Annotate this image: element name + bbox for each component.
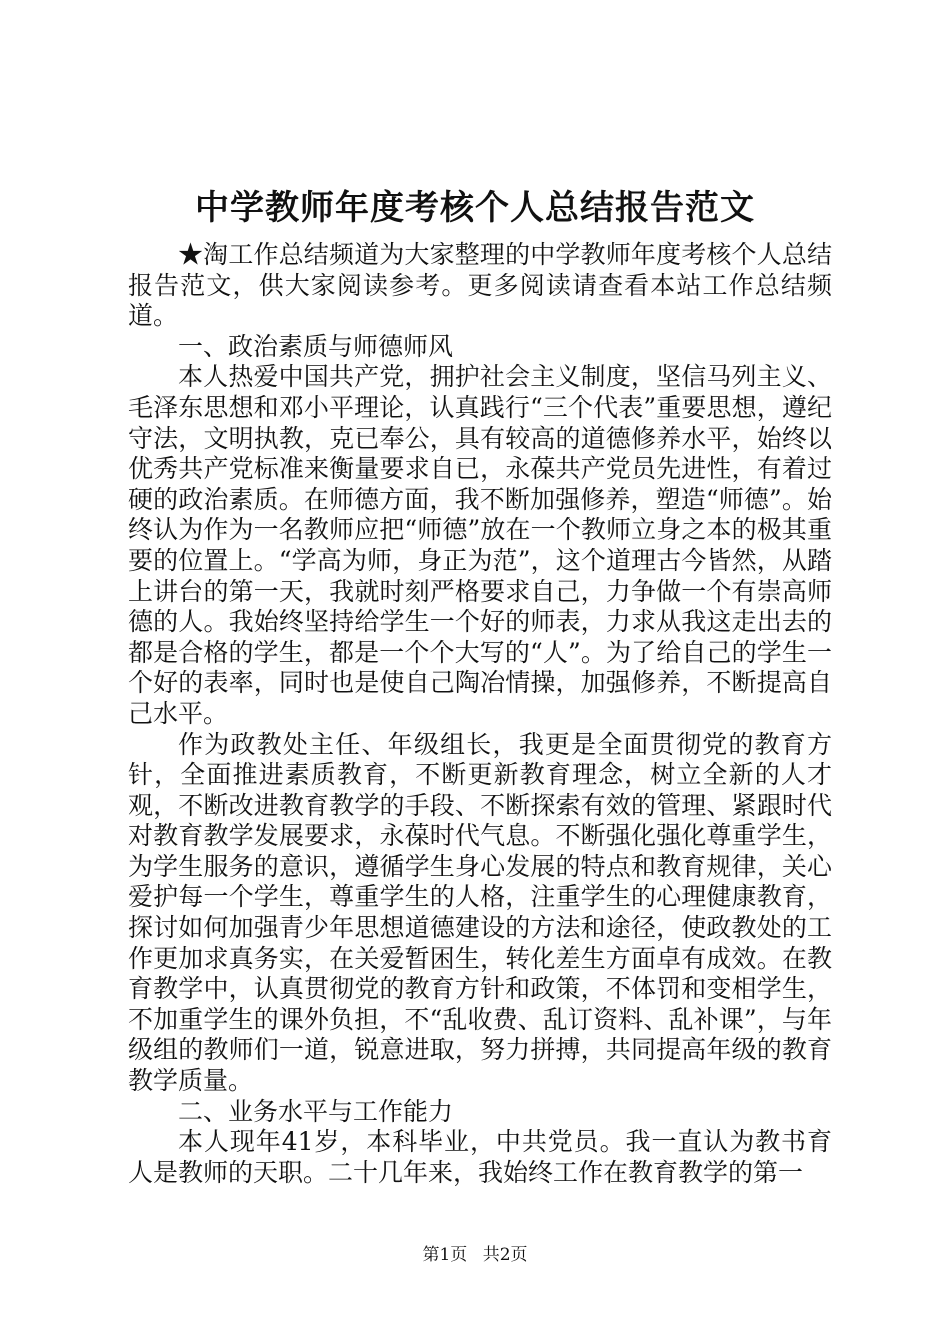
page-footer — [0, 1243, 950, 1267]
page-number-current: 第1页 — [422, 1245, 468, 1265]
intro-paragraph: ★淘工作总结频道为大家整理的中学教师年度考核个人总结报告范文，供大家阅读参考。更多阅读请查看本站工作总结频道。 — [128, 240, 832, 331]
body-paragraph: 本人现年41岁，本科毕业，中共党员。我一直认为教书育人是教师的天职。二十几年来，我始终工作在教育教学的第一 — [128, 1127, 832, 1187]
document-title: 中学教师年度考核个人总结报告范文 — [195, 188, 755, 228]
body-paragraph: 作为政教处主任、年级组长，我更是全面贯彻党的教育方针，全面推进素质教育，不断更新教育理念，树立全新的人才观，不断改进教育教学的手段、不断探索有效的管理、紧跟时代对教育教学发展要求，永葆时代气息。不断强化强化尊重学生，为学生服务的意识，遵循学生身心发展的特点和教育规律，关心爱护每一个学生，尊重学生的人格，注重学生的心理健康教育，探讨如何加强青少年思想道德建设的方法和途径，使政教处的工作更加求真务实，在关爱暂困生，转化差生方面卓有成效。在教育教学中，认真贯彻党的教育方针和政策，不体罚和变相学生，不加重学生的课外负担，不“乱收费、乱订资料、乱补课”，与年级组的教师们一道，锐意进取，努力拼搏，共同提高年级的教育教学质量。 — [128, 729, 832, 1096]
section-heading-2: 二、业务水平与工作能力 — [178, 1096, 454, 1126]
body-paragraph: 本人热爱中国共产党，拥护社会主义制度，坚信马列主义、毛泽东思想和邓小平理论，认真践行“三个代表”重要思想，遵纪守法，文明执教，克已奉公，具有较高的道德修养水平，始终以优秀共产党标准来衡量要求自已，永葆共产党员先进性，有着过硬的政治素质。在师德方面，我不断加强修养，塑造“师德”。始终认为作为一名教师应把“师德”放在一个教师立身之本的极其重要的位置上。“学高为师，身正为范”，这个道理古今皆然，从踏上讲台的第一天，我就时刻严格要求自己，力争做一个有崇高师德的人。我始终坚持给学生一个好的师表，力求从我这走出去的都是合格的学生，都是一个个大写的“人”。为了给自己的学生一个好的表率，同时也是使自己陶冶情操，加强修养，不断提高自己水平。 — [128, 362, 832, 728]
section-heading-1: 一、政治素质与师德师风 — [178, 331, 454, 361]
page-number-total: 共2页 — [482, 1245, 528, 1265]
document-body — [128, 240, 832, 1188]
